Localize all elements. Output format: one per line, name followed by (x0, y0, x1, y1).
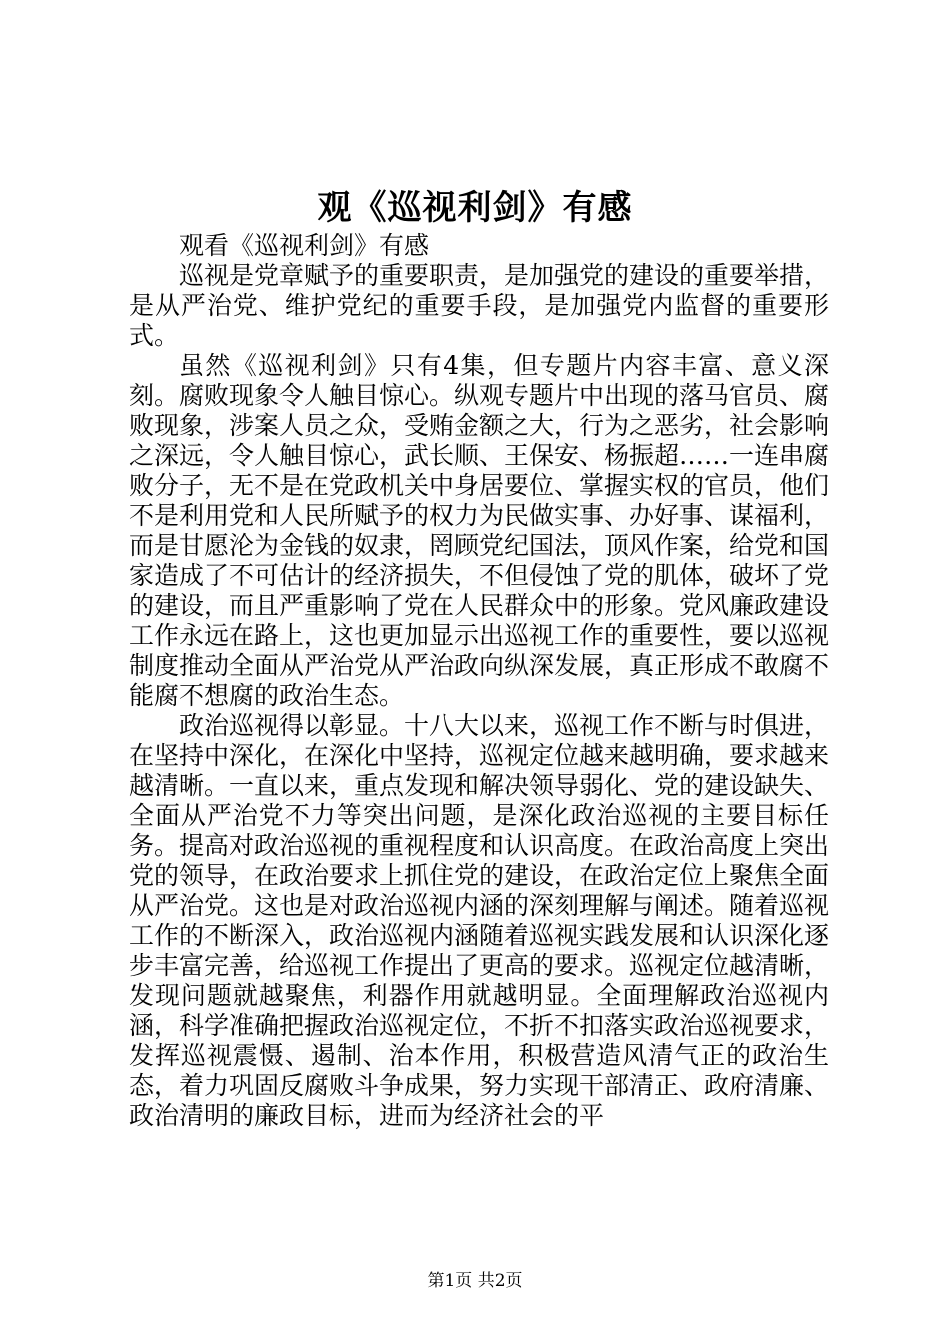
paragraph-subtitle: 观看《巡视利剑》有感 (179, 231, 430, 260)
paragraph-1: 巡视是党章赋予的重要职责，是加强党的建设的重要举措，是从严治党、维护党纪的重要手段，是加强党内监督的重要形式。 (129, 261, 830, 350)
document-title: 观《巡视利剑》有感 (317, 188, 633, 228)
paragraph-2: 虽然《巡视利剑》只有4集，但专题片内容丰富、意义深刻。腐败现象令人触目惊心。纵观专题片中出现的落马官员、腐败现象，涉案人员之众，受贿金额之大，行为之恶劣，社会影响之深远，令人触目惊心，武长顺、王保安、杨振超……一连串腐败分子，无不是在党政机关中身居要位、掌握实权的官员，他们不是利用党和人民所赋予的权力为民做实事、办好事、谋福利，而是甘愿沦为金钱的奴隶，罔顾党纪国法，顶风作案，给党和国家造成了不可估计的经济损失，不但侵蚀了党的肌体，破坏了党的建设，而且严重影响了党在人民群众中的形象。党风廉政建设工作永远在路上，这也更加显示出巡视工作的重要性，要以巡视制度推动全面从严治党从严治政向纵深发展，真正形成不敢腐不能腐不想腐的政治生态。 (129, 351, 830, 710)
paragraph-3: 政治巡视得以彰显。十八大以来，巡视工作不断与时俱进，在坚持中深化，在深化中坚持，巡视定位越来越明确，要求越来越清晰。一直以来，重点发现和解决领导弱化、党的建设缺失、全面从严治党不力等突出问题，是深化政治巡视的主要目标任务。提高对政治巡视的重视程度和认识高度。在政治高度上突出党的领导，在政治要求上抓住党的建设，在政治定位上聚焦全面从严治党。这也是对政治巡视内涵的深刻理解与阐述。随着巡视工作的不断深入，政治巡视内涵随着巡视实践发展和认识深化逐步丰富完善，给巡视工作提出了更高的要求。巡视定位越清晰，发现问题就越聚焦，利器作用就越明显。全面理解政治巡视内涵，科学准确把握政治巡视定位，不折不扣落实政治巡视要求，发挥巡视震慑、遏制、治本作用，积极营造风清气正的政治生态，着力巩固反腐败斗争成果，努力实现干部清正、政府清廉、政治清明的廉政目标，进而为经济社会的平 (129, 711, 830, 1130)
document-body (129, 231, 829, 1131)
page-footer: 第1页 共2页 (427, 1271, 523, 1291)
